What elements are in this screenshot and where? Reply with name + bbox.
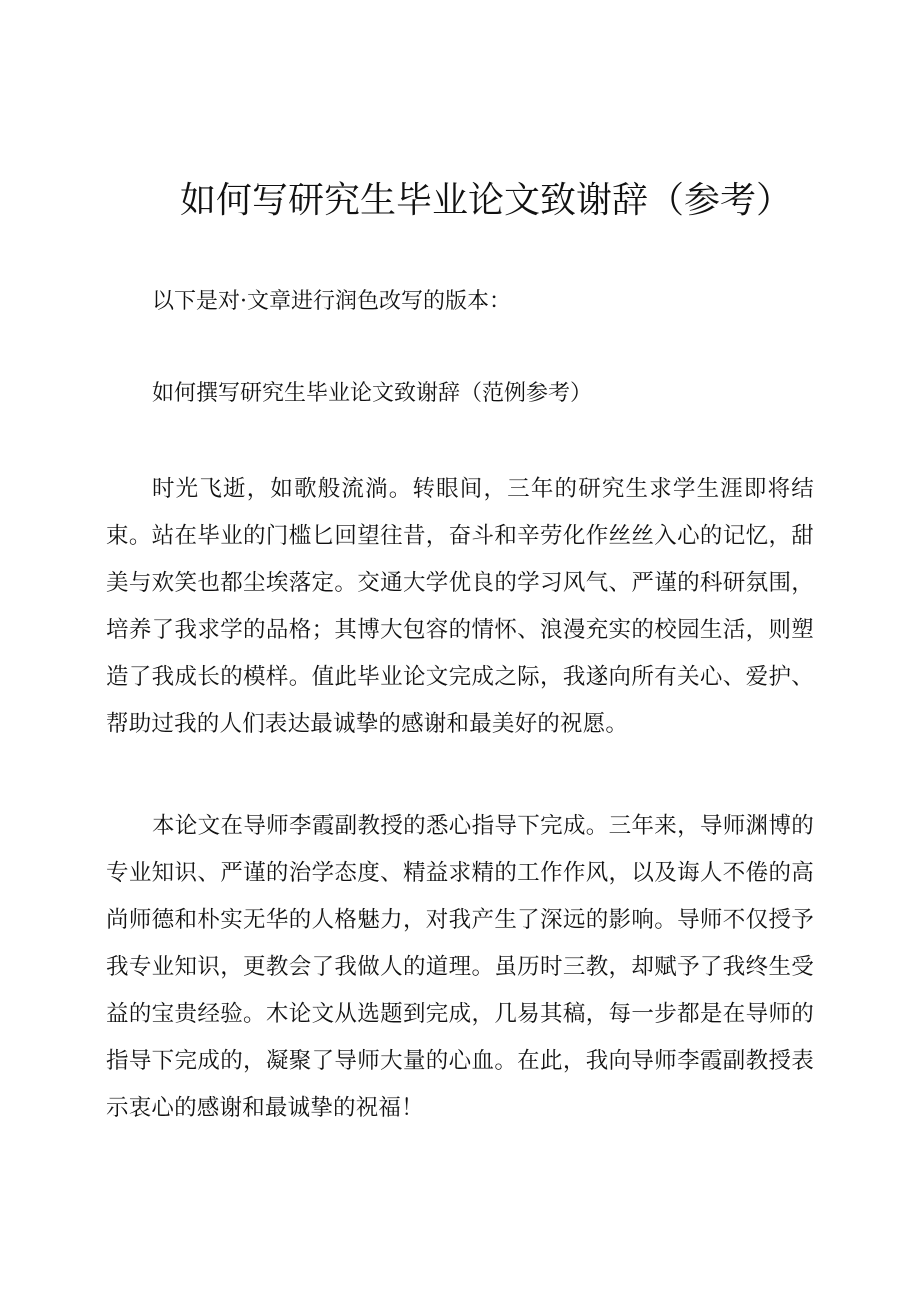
body-paragraph: 本论文在导师李霞副教授的悉心指导下完成。三年来，导师渊博的专业知识、严谨的治学态度、精益求精的工作作风，以及诲人不倦的高尚师德和朴实无华的人格魅力，对我产生了深远的影响。导师不仅授予我专业知识，更教会了我做人的道理。虽历时三教，却赋予了我终生受益的宝贵经验。木论文从选题到完成，几易其稿，每一步都是在导师的指导下完成的，凝聚了导师大量的心血。在此，我向导师李霞副教授表示衷心的感谢和最诚挚的祝福！: [106, 813, 814, 1121]
intro-line: 以下是对·文章进行润色改写的版本：: [152, 289, 511, 314]
subtitle-line: 如何撰写研究生毕业论文致谢辞（范例参考）: [152, 381, 593, 406]
document-title: 如何写研究生毕业论文致谢辞（参考）: [179, 180, 792, 221]
body-paragraph: 时光飞逝，如歌般流淌。转眼间，三年的研究生求学生涯即将结束。站在毕业的门槛匕回望往昔，奋斗和辛劳化作丝丝入心的记忆，甜美与欢笑也都尘埃落定。交通大学优良的学习风气、严谨的科研氛围，培养了我求学的品格；其博大包容的情怀、浪漫充实的校园生活，则塑造了我成长的模样。值此毕业论文完成之际，我遂向所有关心、爱护、帮助过我的人们表达最诚挚的感谢和最美好的祝愿。: [106, 476, 814, 737]
